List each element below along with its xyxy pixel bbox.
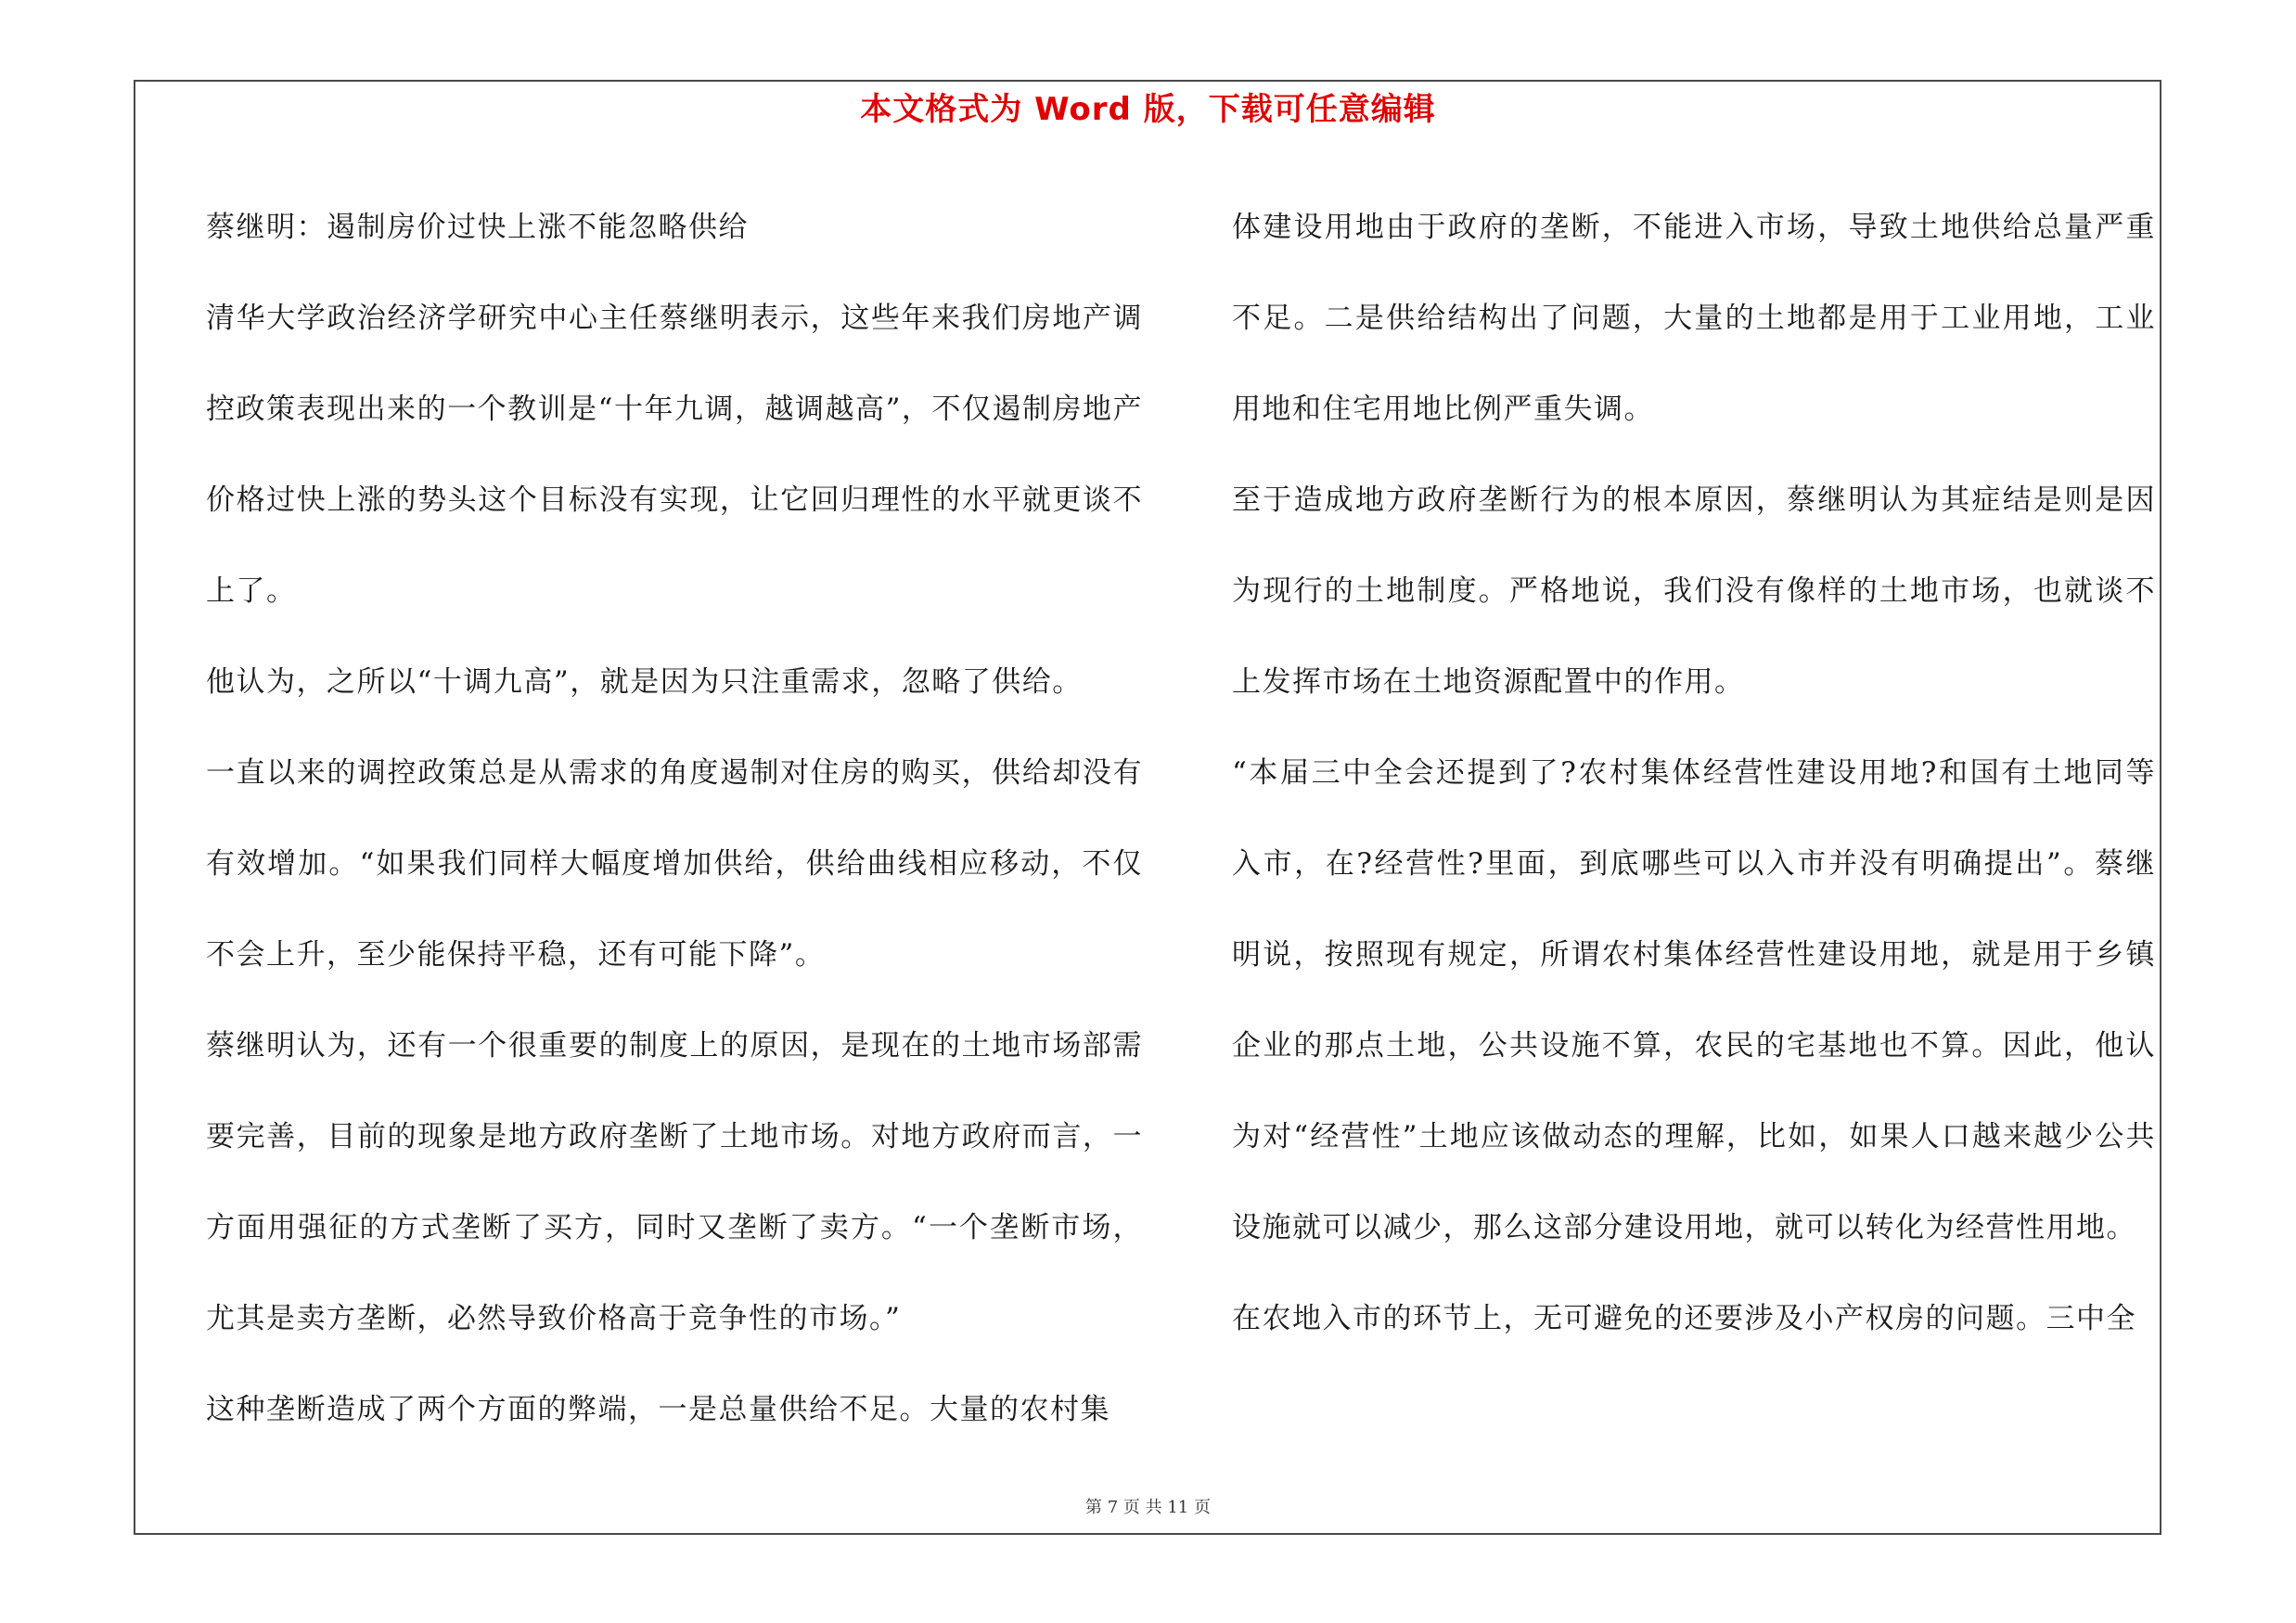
- paragraph: 一直以来的调控政策总是从需求的角度遏制对住房的购买，供给却没有有效增加。“如果我们同样大幅度增加供给，供给曲线相应移动，不仅不会上升，至少能保持平稳，还有可能下降”。: [206, 756, 1143, 972]
- paragraph: 体建设用地由于政府的垄断，不能进入市场，导致土地供给总量严重不足。二是供给结构出了问题，大量的土地都是用于工业用地，工业用地和住宅用地比例严重失调。: [1232, 211, 2156, 426]
- paragraph: 清华大学政治经济学研究中心主任蔡继明表示，这些年来我们房地产调控政策表现出来的一个教训是“十年九调，越调越高”，不仅遏制房地产价格过快上涨的势头这个目标没有实现，让它回归理性的水平就更谈不上了。: [206, 302, 1143, 608]
- paragraph: 在农地入市的环节上，无可避免的还要涉及小产权房的问题。三中全: [1232, 1302, 2136, 1335]
- left-text-column: [206, 182, 1143, 1455]
- article-title: 蔡继明：遏制房价过快上涨不能忽略供给: [206, 211, 749, 244]
- paragraph: 至于造成地方政府垄断行为的根本原因，蔡继明认为其症结是则是因为现行的土地制度。严格地说，我们没有像样的土地市场，也就谈不上发挥市场在土地资源配置中的作用。: [1232, 483, 2156, 699]
- paragraph: “本届三中全会还提到了?农村集体经营性建设用地?和国有土地同等入市，在?经营性?里面，到底哪些可以入市并没有明确提出”。蔡继明说，按照现有规定，所谓农村集体经营性建设用地，就是用于乡镇企业的那点土地，公共设施不算，农民的宅基地也不算。因此，他认为对“经营性”土地应该做动态的理解，比如，如果人口越来越少公共设施就可以减少，那么这部分建设用地，就可以转化为经营性用地。: [1232, 756, 2156, 1244]
- right-text-column: [1232, 182, 2156, 1364]
- paragraph: 他认为，之所以“十调九高”，就是因为只注重需求，忽略了供给。: [206, 665, 1083, 699]
- page-number: 第 7 页 共 11 页: [1085, 1498, 1211, 1517]
- paragraph: 蔡继明认为，还有一个很重要的制度上的原因，是现在的土地市场部需要完善，目前的现象是地方政府垄断了土地市场。对地方政府而言，一方面用强征的方式垄断了买方，同时又垄断了卖方。“一个垄断市场，尤其是卖方垄断，必然导致价格高于竞争性的市场。”: [206, 1029, 1143, 1335]
- word-format-notice: 本文格式为 Word 版，下载可任意编辑: [860, 91, 1436, 128]
- paragraph: 这种垄断造成了两个方面的弊端，一是总量供给不足。大量的农村集: [206, 1393, 1110, 1426]
